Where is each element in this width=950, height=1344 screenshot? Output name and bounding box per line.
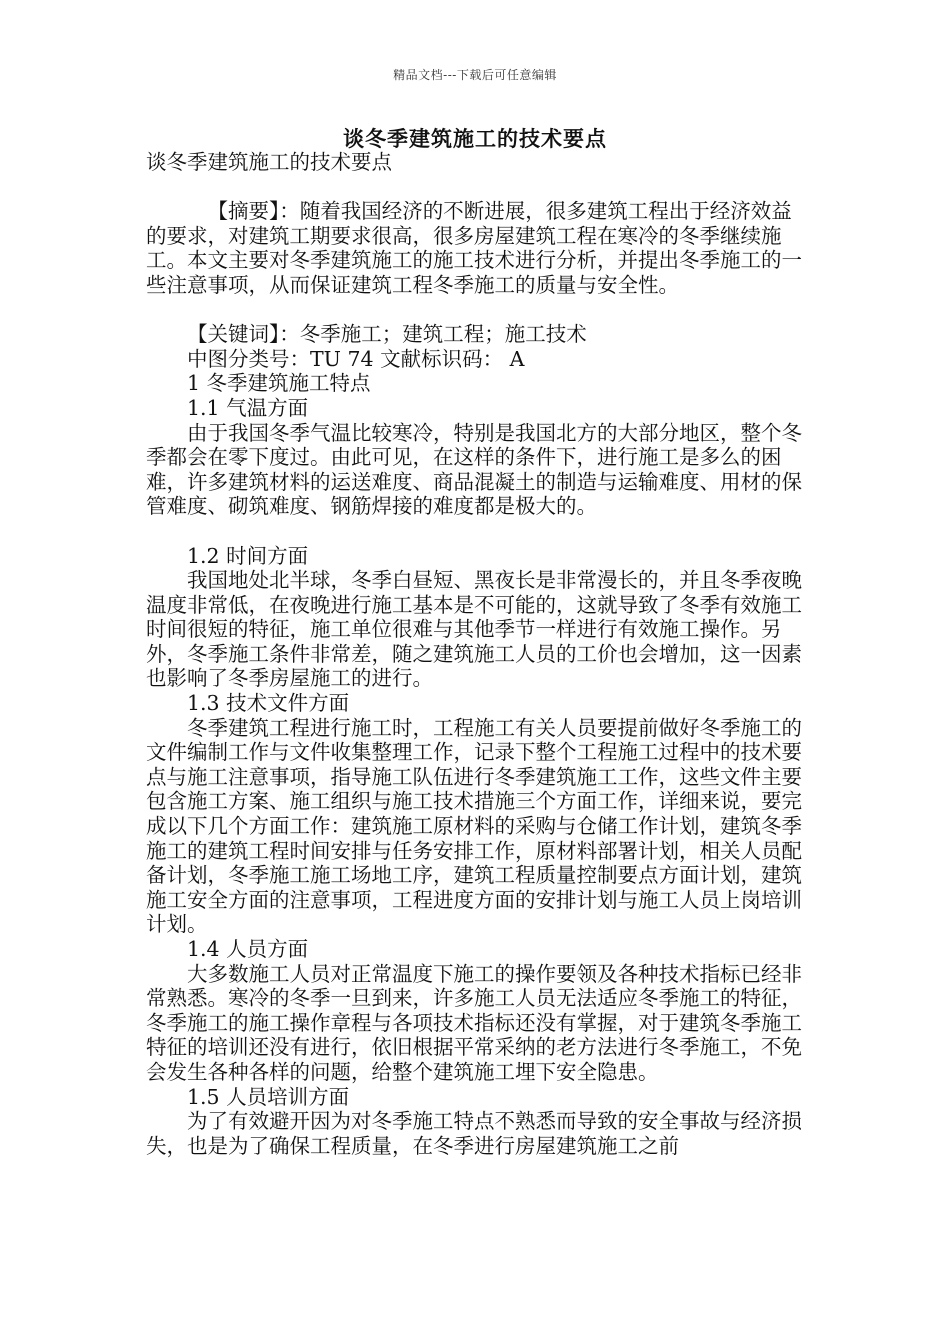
section-1-2-heading: 1.2 时间方面: [187, 543, 309, 568]
section-1-5-heading: 1.5 人员培训方面: [187, 1084, 350, 1109]
section-1-5-paragraph: 为了有效避开因为对冬季施工特点不熟悉而导致的安全事故与经济损失，也是为了确保工程质量，在冬季进行房屋建筑施工之前: [146, 1109, 802, 1158]
abstract-paragraph: 【摘要】：随着我国经济的不断进展，很多建筑工程出于经济效益的要求，对建筑工期要求很高，很多房屋建筑工程在寒冷的冬季继续施工。本文主要对冬季建筑施工的施工技术进行分析，并提出冬季施工的一些注意事项，从而保证建筑工程冬季施工的质量与安全性。: [146, 199, 802, 297]
section-1-3-paragraph: 冬季建筑工程进行施工时，工程施工有关人员要提前做好冬季施工的文件编制工作与文件收集整理工作，记录下整个工程施工过程中的技术要点与施工注意事项，指导施工队伍进行冬季建筑施工工作，这些文件主要包含施工方案、施工组织与施工技术措施三个方面工作，详细来说，要完成以下几个方面工作：建筑施工原材料的采购与仓储工作计划，建筑冬季施工的建筑工程时间安排与任务安排工作，原材料部署计划，相关人员配备计划，冬季施工施工场地工序，建筑工程质量控制要点方面计划，建筑施工安全方面的注意事项，工程进度方面的安排计划与施工人员上岗培训计划。: [146, 715, 802, 937]
section-1-4-paragraph: 大多数施工人员对正常温度下施工的操作要领及各种技术指标已经非常熟悉。寒冷的冬季一旦到来，许多施工人员无法适应冬季施工的特征，冬季施工的施工操作章程与各项技术指标还没有掌握，对于建筑冬季施工特征的培训还没有进行，依旧根据平常采纳的老方法进行冬季施工，不免会发生各种各样的问题，给整个建筑施工埋下安全隐患。: [146, 961, 802, 1084]
section-1-heading: 1 冬季建筑施工特点: [187, 371, 371, 396]
section-1-3-heading: 1.3 技术文件方面: [187, 691, 350, 716]
spacer: [146, 175, 806, 200]
section-1-1-paragraph: 由于我国冬季气温比较寒冷，特别是我国北方的大部分地区，整个冬季都会在零下度过。由此可见，在这样的条件下，进行施工是多么的困难，许多建筑材料的运送难度、商品混凝土的制造与运输难度、用材的保管难度、砌筑难度、钢筋焊接的难度都是极大的。: [146, 420, 802, 519]
section-1-1-heading: 1.1 气温方面: [187, 395, 309, 420]
page-header: 精品文档---下载后可任意编辑: [393, 68, 557, 82]
section-1-2-paragraph: 我国地处北半球，冬季白昼短、黑夜长是非常漫长的，并且冬季夜晚温度非常低，在夜晚进行施工基本是不可能的，这就导致了冬季有效施工时间很短的特征，施工单位很难与其他季节一样进行有效施工操作。另外，冬季施工条件非常差，随之建筑施工人员的工价也会增加，这一因素也影响了冬季房屋施工的进行。: [146, 568, 802, 691]
spacer: [146, 298, 806, 323]
section-1-4-heading: 1.4 人员方面: [187, 937, 309, 961]
classification-line: 中图分类号：TU 74 文献标识码： A: [187, 346, 525, 371]
spacer: [146, 519, 806, 544]
document-subtitle: 谈冬季建筑施工的技术要点: [146, 150, 392, 174]
document-title: 谈冬季建筑施工的技术要点: [343, 126, 607, 151]
keywords-line: 【关键词】：冬季施工；建筑工程；施工技术: [187, 322, 587, 347]
document-body: [146, 150, 806, 1158]
